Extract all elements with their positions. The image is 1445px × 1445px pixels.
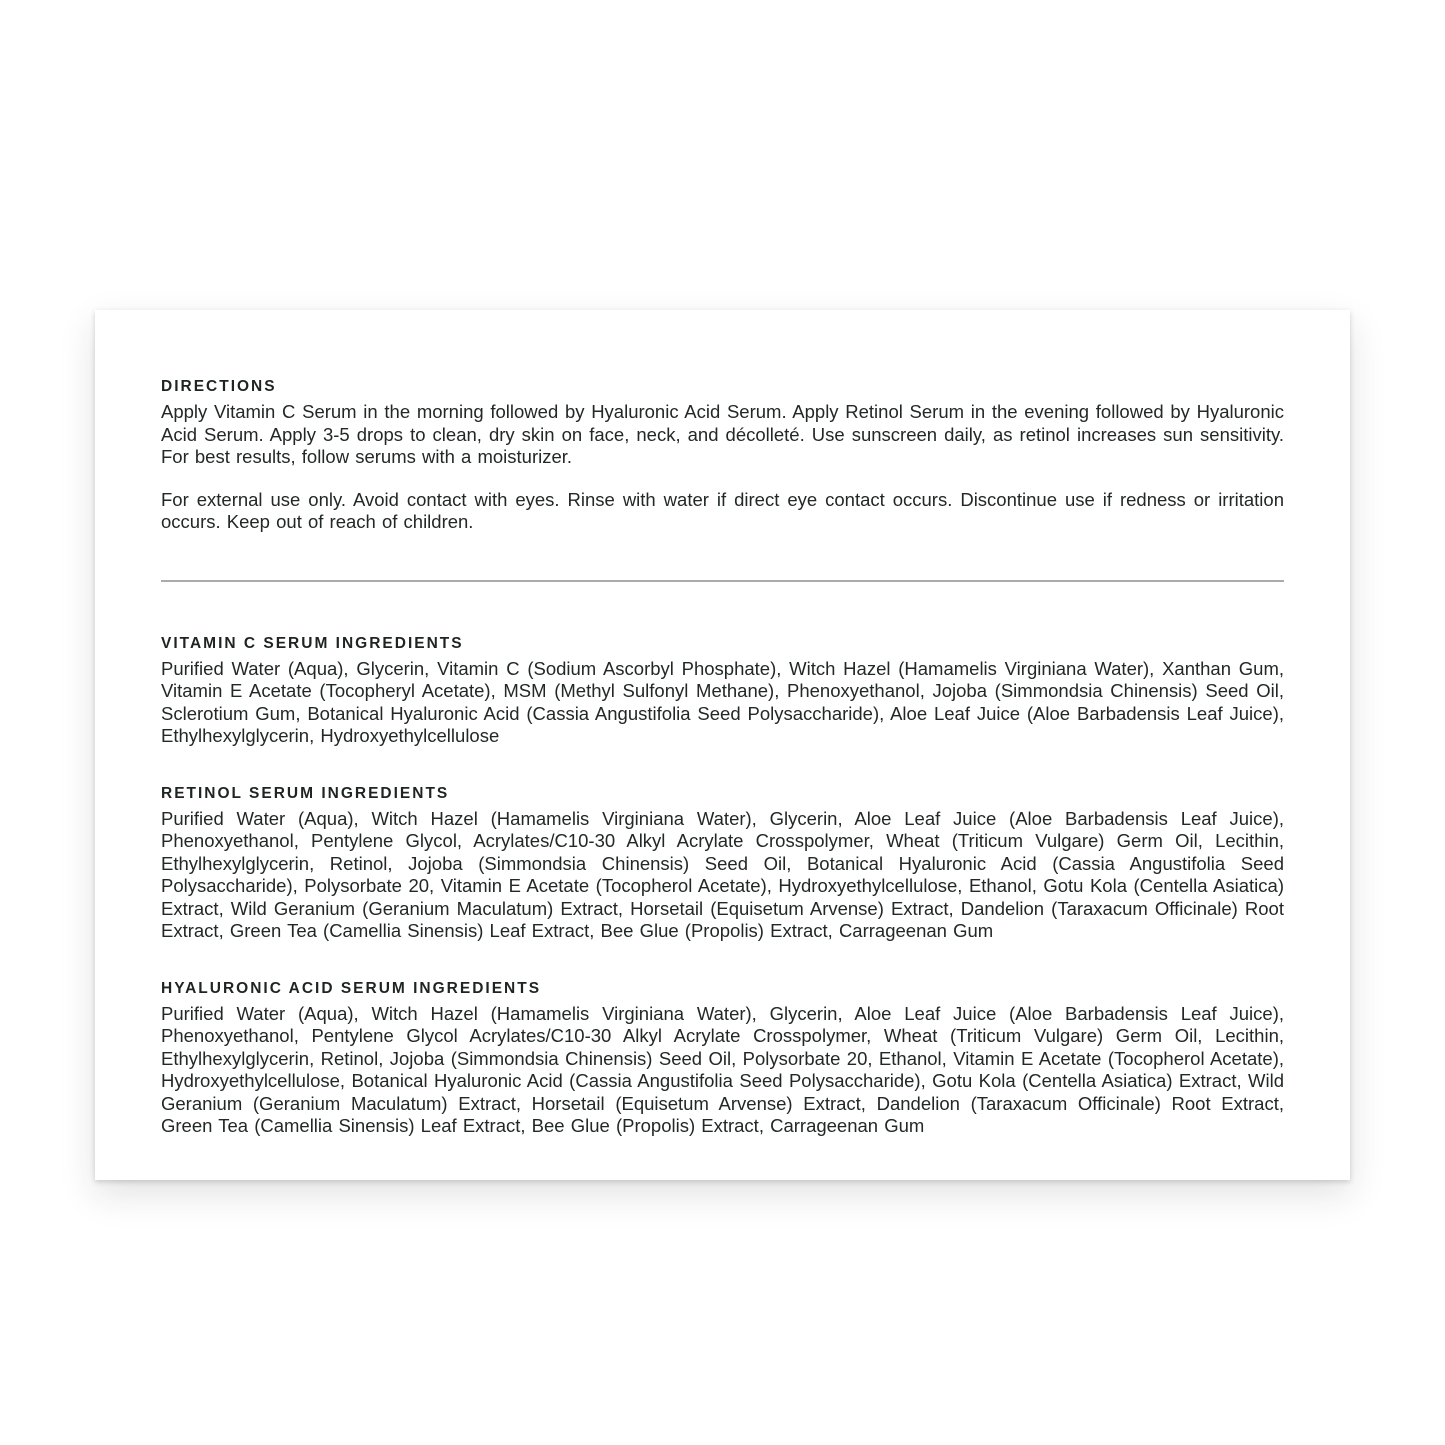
- retinol-ingredients-text: Purified Water (Aqua), Witch Hazel (Hamamelis Virginiana Water), Glycerin, Aloe Leaf Juice (Aloe Barbadensis Leaf Juice), Phenoxyethanol, Pentylene Glycol, Acrylates/C10-30 Alkyl Acrylate Crosspolymer, Wheat (Triticum Vulgare) Germ Oil, Lecithin, Ethylhexylglycerin, Retinol, Jojoba (Simmondsia Chinensis) Seed Oil, Botanical Hyaluronic Acid (Cassia Angustifolia Seed Polysaccharide), Polysorbate 20, Vitamin E Acetate (Tocopherol Acetate), Hydroxyethylcellulose, Ethanol, Gotu Kola (Centella Asiatica) Extract, Wild Geranium (Geranium Maculatum) Extract, Horsetail (Equisetum Arvense) Extract, Dandelion (Taraxacum Officinale) Root Extract, Green Tea (Camellia Sinensis) Leaf Extract, Bee Glue (Propolis) Extract, Carrageenan Gum: [161, 807, 1284, 941]
- vitamin-c-ingredients-section: [161, 634, 1284, 748]
- hyaluronic-acid-ingredients-text: Purified Water (Aqua), Witch Hazel (Hamamelis Virginiana Water), Glycerin, Aloe Leaf Juice (Aloe Barbadensis Leaf Juice), Phenoxyethanol, Pentylene Glycol Acrylates/C10-30 Alkyl Acrylate Crosspolymer, Wheat (Triticum Vulgare) Germ Oil, Lecithin, Ethylhexylglycerin, Retinol, Jojoba (Simmondsia Chinensis) Seed Oil, Polysorbate 20, Ethanol, Vitamin E Acetate (Tocopherol Acetate), Hydroxyethylcellulose, Botanical Hyaluronic Acid (Cassia Angustifolia Seed Polysaccharide), Gotu Kola (Centella Asiatica) Extract, Wild Geranium (Geranium Maculatum) Extract, Horsetail (Equisetum Arvense) Extract, Dandelion (Taraxacum Officinale) Root Extract, Green Tea (Camellia Sinensis) Leaf Extract, Bee Glue (Propolis) Extract, Carrageenan Gum: [161, 1002, 1284, 1136]
- section-divider: [161, 580, 1284, 582]
- retinol-ingredients-heading: RETINOL SERUM INGREDIENTS: [161, 784, 450, 802]
- directions-section: [161, 377, 1284, 534]
- product-label-card: [95, 310, 1350, 1180]
- directions-heading: DIRECTIONS: [161, 378, 277, 395]
- hyaluronic-acid-ingredients-heading: HYALURONIC ACID SERUM INGREDIENTS: [161, 979, 542, 997]
- retinol-ingredients-section: [161, 784, 1284, 943]
- hyaluronic-acid-ingredients-section: [161, 979, 1284, 1138]
- vitamin-c-ingredients-heading: VITAMIN C SERUM INGREDIENTS: [161, 634, 464, 652]
- directions-warning-paragraph: For external use only. Avoid contact with eyes. Rinse with water if direct eye contact occurs. Discontinue use if redness or irritation occurs. Keep out of reach of children.: [161, 488, 1284, 532]
- directions-usage-paragraph: Apply Vitamin C Serum in the morning followed by Hyaluronic Acid Serum. Apply Retinol Serum in the evening followed by Hyaluronic Acid Serum. Apply 3-5 drops to clean, dry skin on face, neck, and décolleté. Use sunscreen daily, as retinol increases sun sensitivity. For best results, follow serums with a moisturizer.: [161, 401, 1284, 467]
- vitamin-c-ingredients-text: Purified Water (Aqua), Glycerin, Vitamin C (Sodium Ascorbyl Phosphate), Witch Hazel (Hamamelis Virginiana Water), Xanthan Gum, Vitamin E Acetate (Tocopheryl Acetate), MSM (Methyl Sulfonyl Methane), Phenoxyethanol, Jojoba (Simmondsia Chinensis) Seed Oil, Sclerotium Gum, Botanical Hyaluronic Acid (Cassia Angustifolia Seed Polysaccharide), Aloe Leaf Juice (Aloe Barbadensis Leaf Juice), Ethylhexylglycerin, Hydroxyethylcellulose: [161, 657, 1284, 746]
